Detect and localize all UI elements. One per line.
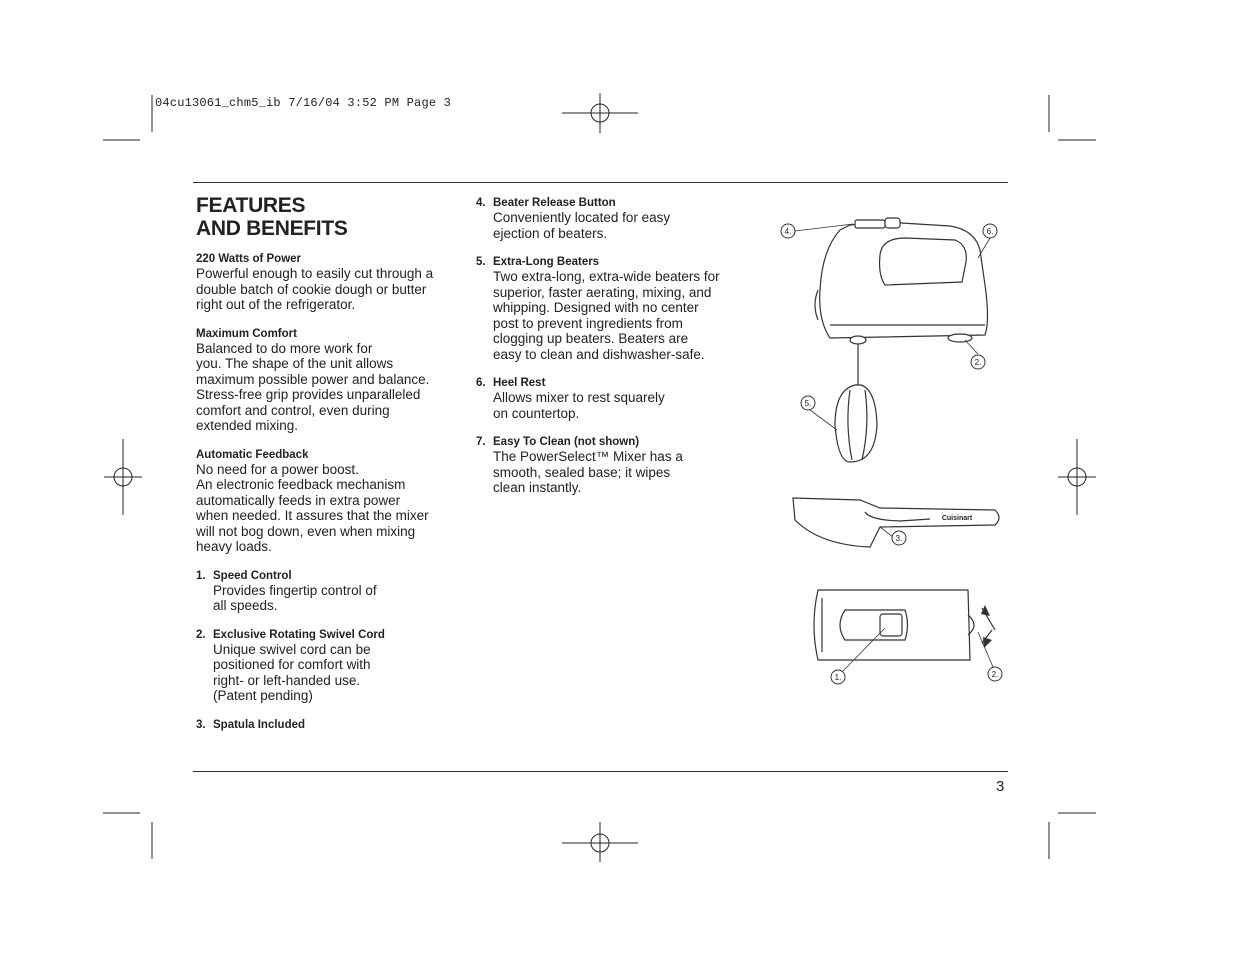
feature-title: Spatula Included xyxy=(213,718,306,731)
middle-column xyxy=(476,196,741,510)
callout-6: 6. xyxy=(986,227,994,236)
feature-number: 2. xyxy=(196,628,206,641)
feature-title: Speed Control xyxy=(213,569,292,582)
feature-title: Beater Release Button xyxy=(493,197,616,209)
page-heading xyxy=(196,194,348,240)
numbered-feature xyxy=(476,376,741,421)
feature-title: 220 Watts of Power xyxy=(196,253,302,265)
feature-number: 4. xyxy=(476,197,486,209)
spatula-brand-label: Cuisinart xyxy=(941,515,973,522)
heading-line-2: AND BENEFITS xyxy=(196,217,348,240)
feature-title: Maximum Comfort xyxy=(196,327,297,340)
callout-2-side: 2. xyxy=(974,358,982,367)
callout-5: 5. xyxy=(804,399,812,408)
feature-body: Conveniently located for easy ejection of beaters. xyxy=(493,210,671,241)
feature-body: Balanced to do more work for you. The shape of the unit allows maximum possible power and balance. Stress-free grip provides unparalleled comfort and control, even during extended mixing. xyxy=(196,340,430,433)
numbered-feature xyxy=(196,718,456,732)
numbered-feature xyxy=(476,196,741,241)
feature-body: Powerful enough to easily cut through a double batch of cookie dough or butter right out of the refrigerator. xyxy=(196,266,434,312)
feature-section xyxy=(196,448,456,555)
callout-1: 1. xyxy=(834,673,842,682)
numbered-feature xyxy=(196,569,456,614)
heading-line-1: FEATURES xyxy=(196,194,306,217)
feature-number: 6. xyxy=(476,377,486,389)
numbered-feature xyxy=(476,435,741,496)
print-slug: 04cu13061_chm5_ib 7/16/04 3:52 PM Page 3 xyxy=(155,96,452,110)
feature-title: Easy To Clean (not shown) xyxy=(493,436,640,448)
feature-body: Provides fingertip control of all speeds. xyxy=(213,582,377,613)
callout-3: 3. xyxy=(895,534,903,543)
feature-number: 7. xyxy=(476,436,486,448)
feature-number: 3. xyxy=(196,718,206,731)
feature-title: Extra-Long Beaters xyxy=(493,256,600,268)
bottom-rule xyxy=(193,771,1008,772)
numbered-feature xyxy=(196,628,456,704)
feature-body: The PowerSelect™ Mixer has a smooth, sealed base; it wipes clean instantly. xyxy=(493,449,683,495)
feature-body: Two extra-long, extra-wide beaters for superior, faster aerating, mixing, and whipping. Designed with no center post to prevent ingredients from clogging up beaters. Beaters are easy to clean and dishwasher-safe. xyxy=(493,269,720,362)
feature-section xyxy=(196,252,456,313)
feature-title: Automatic Feedback xyxy=(196,448,309,461)
callout-2-top: 2. xyxy=(991,670,999,679)
feature-title: Heel Rest xyxy=(493,377,546,389)
feature-number: 5. xyxy=(476,256,486,268)
left-column xyxy=(196,252,456,746)
feature-body: No need for a power boost. An electronic feedback mechanism automatically feeds in extra power when needed. It assures that the mixer will not bog down, even when mixing heavy loads. xyxy=(196,461,429,554)
feature-title: Exclusive Rotating Swivel Cord xyxy=(213,628,385,641)
feature-body: Unique swivel cord can be positioned for comfort with right- or left-handed use. (Patent pending) xyxy=(213,641,371,703)
feature-number: 1. xyxy=(196,569,206,582)
feature-body: Allows mixer to rest squarely on countertop. xyxy=(493,390,665,421)
numbered-feature xyxy=(476,255,741,362)
page-number: 3 xyxy=(996,778,1005,795)
feature-section xyxy=(196,327,456,434)
top-rule xyxy=(193,182,1008,183)
callout-4: 4. xyxy=(784,227,792,236)
